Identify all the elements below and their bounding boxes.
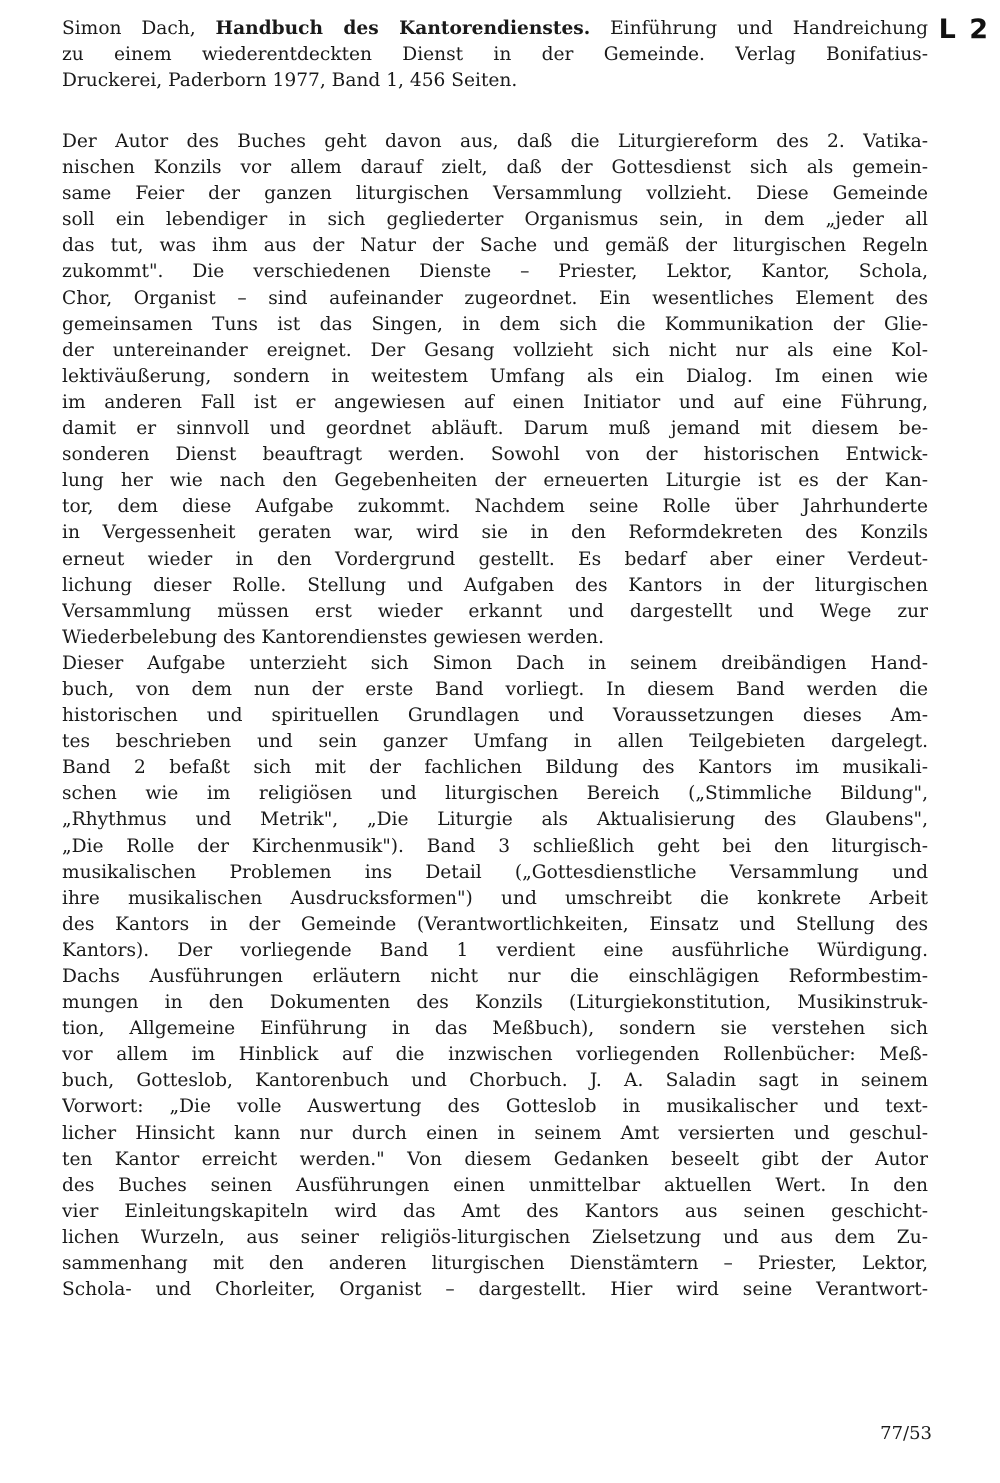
body-line: sonderen Dienst beauftragt werden. Sowohl von der historischen Entwick- (62, 444, 928, 466)
body-line: lichen Wurzeln, aus seiner religiös-liturgischen Zielsetzung und aus dem Zu- (62, 1226, 928, 1248)
body-line: musikalischen Problemen ins Detail („Gottesdienstliche Versammlung und (62, 861, 928, 883)
page-number: 77/53 (880, 1423, 932, 1444)
body-line: lichung dieser Rolle. Stellung und Aufgaben des Kantors in der liturgischen (62, 574, 928, 596)
body-line: sammenhang mit den anderen liturgischen Dienstämtern – Priester, Lektor, (62, 1253, 928, 1275)
body-line: gemeinsamen Tuns ist das Singen, in dem sich die Kommunikation der Glie- (62, 313, 928, 335)
body-line: Versammlung müssen erst wieder erkannt und dargestellt und Wege zur (62, 600, 928, 622)
body-line: Band 2 befaßt sich mit der fachlichen Bildung des Kantors im musikali- (62, 757, 928, 779)
body-line: schen wie im religiösen und liturgischen Bereich („Stimmliche Bildung", (62, 783, 928, 805)
body-line: lektiväußerung, sondern in weitestem Umfang als ein Dialog. Im einen wie (62, 365, 928, 387)
body-line: tor, dem diese Aufgabe zukommt. Nachdem seine Rolle über Jahrhunderte (62, 496, 928, 518)
body-line: damit er sinnvoll und geordnet abläuft. Darum muß jemand mit diesem be- (62, 418, 928, 440)
body-line: zukommt". Die verschiedenen Dienste – Priester, Lektor, Kantor, Schola, (62, 261, 928, 283)
body-line: „Die Rolle der Kirchenmusik"). Band 3 schließlich geht bei den liturgisch- (62, 835, 928, 857)
body-line: Vorwort: „Die volle Auswertung des Gotteslob in musikalischer und text- (62, 1096, 928, 1118)
body-line: buch, von dem nun der erste Band vorliegt. In diesem Band werden die (62, 678, 928, 700)
body-line: nischen Konzils vor allem darauf zielt, daß der Gottesdienst sich als gemein- (62, 157, 928, 179)
body-line: same Feier der ganzen liturgischen Versammlung vollzieht. Diese Gemeinde (62, 183, 928, 205)
body-line: Schola- und Chorleiter, Organist – dargestellt. Hier wird seine Verantwort- (62, 1279, 928, 1301)
body-line: Chor, Organist – sind aufeinander zugeordnet. Ein wesentliches Element des (62, 287, 928, 309)
body-line: licher Hinsicht kann nur durch einen in seinem Amt versierten und geschul- (62, 1122, 928, 1144)
body-line: Der Autor des Buches geht davon aus, daß die Liturgiereform des 2. Vatika- (62, 131, 928, 152)
citation-line: zu einem wiederentdeckten Dienst in der Gemeinde. Verlag Bonifatius- (62, 44, 928, 66)
body-line: erneut wieder in den Vordergrund gestellt. Es bedarf aber einer Verdeut- (62, 548, 928, 570)
body-line: vier Einleitungskapiteln wird das Amt des Kantors aus seinen geschicht- (62, 1200, 928, 1222)
citation-subtitle: Einführung und Handreichung (590, 18, 928, 39)
body-line: der untereinander ereignet. Der Gesang vollzieht sich nicht nur als eine Kol- (62, 339, 928, 361)
citation-line: Druckerei, Paderborn 1977, Band 1, 456 Seiten. (62, 70, 518, 92)
body-line: des Buches seinen Ausführungen einen unmittelbar aktuellen Wert. In den (62, 1174, 928, 1196)
book-citation (62, 16, 928, 94)
body-line: mungen in den Dokumenten des Konzils (Liturgiekonstitution, Musikinstruk- (62, 992, 928, 1014)
body-line: Dieser Aufgabe unterzieht sich Simon Dach in seinem dreibändigen Hand- (62, 652, 928, 674)
body-line: tion, Allgemeine Einführung in das Meßbuch), sondern sie verstehen sich (62, 1018, 928, 1040)
body-line: des Kantors in der Gemeinde (Verantwortlichkeiten, Einsatz und Stellung des (62, 913, 928, 935)
body-line: soll ein lebendiger in sich gegliederter Organismus sein, in dem „jeder all (62, 209, 928, 231)
body-line: lung her wie nach den Gegebenheiten der erneuerten Liturgie ist es der Kan- (62, 470, 928, 492)
body-line: das tut, was ihm aus der Natur der Sache und gemäß der liturgischen Regeln (62, 235, 928, 257)
body-line: in Vergessenheit geraten war, wird sie in den Reformdekreten des Konzils (62, 522, 928, 544)
citation-title: Handbuch des Kantorendienstes. (215, 18, 591, 39)
section-label: L 2 (938, 14, 990, 45)
body-line: buch, Gotteslob, Kantorenbuch und Chorbuch. J. A. Saladin sagt in seinem (62, 1070, 928, 1092)
body-line: Dachs Ausführungen erläutern nicht nur die einschlägigen Reformbestim- (62, 966, 928, 987)
body-line: ihre musikalischen Ausdrucksformen") und umschreibt die konkrete Arbeit (62, 887, 928, 909)
citation-line (62, 16, 928, 42)
citation-author: Simon Dach, (62, 18, 216, 39)
body-line: historischen und spirituellen Grundlagen und Voraussetzungen dieses Am- (62, 705, 928, 727)
review-body (62, 129, 928, 1303)
body-line: tes beschrieben und sein ganzer Umfang in allen Teilgebieten dargelegt. (62, 731, 928, 753)
body-line: vor allem im Hinblick auf die inzwischen vorliegenden Rollenbücher: Meß- (62, 1044, 928, 1066)
body-line: Wiederbelebung des Kantorendienstes gewiesen werden. (62, 626, 604, 648)
body-line: im anderen Fall ist er angewiesen auf einen Initiator und auf eine Führung, (62, 391, 928, 413)
body-line: ten Kantor erreicht werden." Von diesem Gedanken beseelt gibt der Autor (62, 1148, 928, 1170)
body-line: „Rhythmus und Metrik", „Die Liturgie als Aktualisierung des Glaubens", (62, 809, 928, 831)
body-line: Kantors). Der vorliegende Band 1 verdient eine ausführliche Würdigung. (62, 939, 928, 961)
